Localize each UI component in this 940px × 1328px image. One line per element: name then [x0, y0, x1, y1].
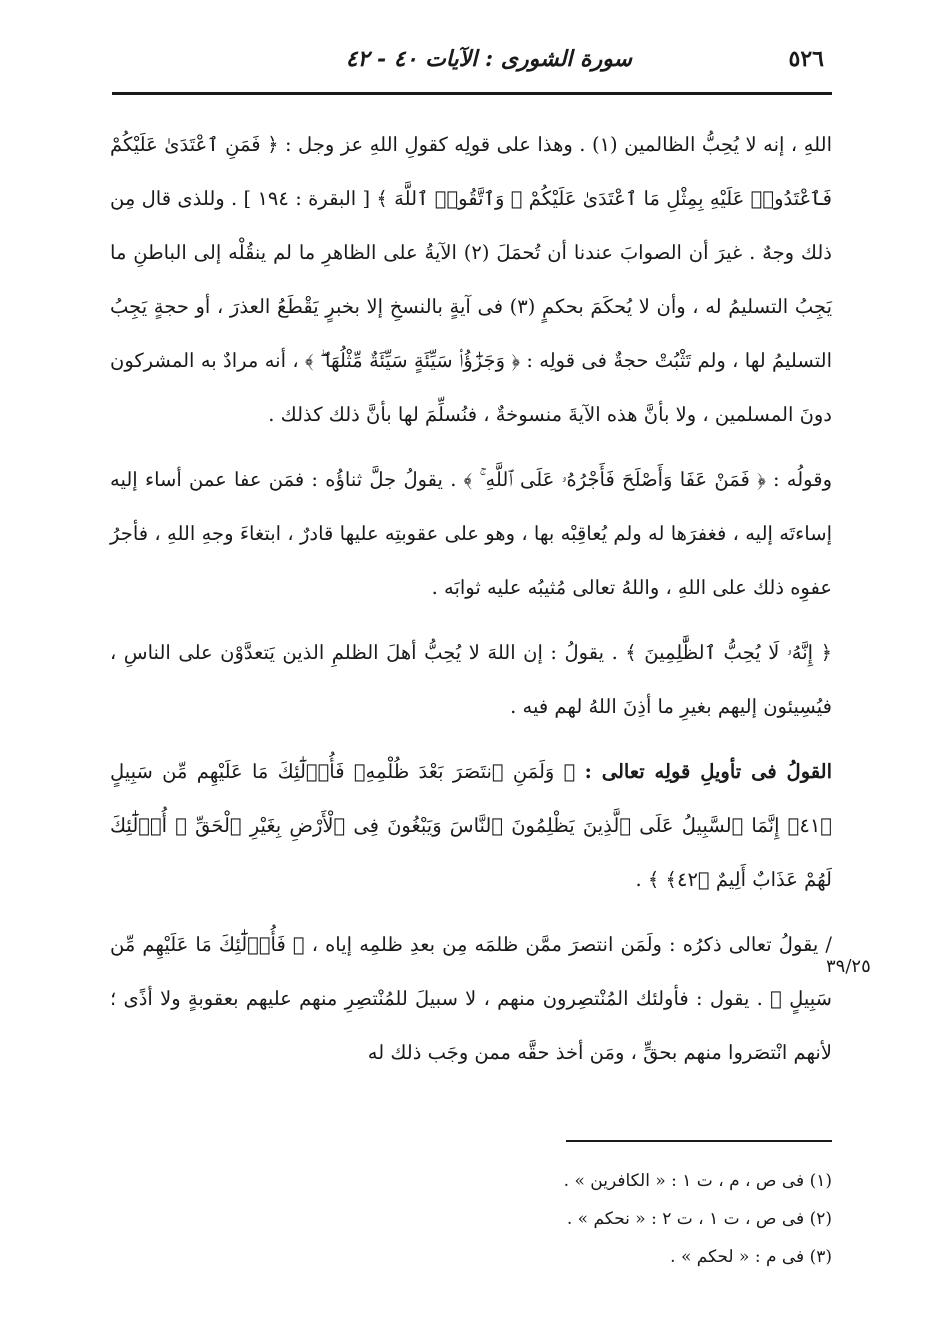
section-heading: القولُ فى تأويلِ قولِه تعالى :: [584, 760, 833, 783]
footnote-3: (٣) فى م : « لحكم » .: [670, 1247, 832, 1267]
footnote-1: (١) فى ص ، م ، ت ١ : « الكافرين » .: [563, 1171, 832, 1191]
page-header: [112, 40, 832, 96]
paragraph-1: اللهِ ، إنه لا يُحِبُّ الظالمين (١) . وهذا على قولِه كقولِ اللهِ عز وجل : ﴿ فَمَنِ ٱعْتَدَىٰ عَلَيْكُمْ فَٱعْتَدُوا۟ عَلَيْهِ بِمِثْلِ مَا ٱعْتَدَىٰ عَلَيْكُمْ ۚ وَٱتَّقُوا۟ ٱللَّهَ ﴾ [ البقرة : ١٩٤ ] . وللذى قال مِن ذلك وجهٌ . غيرَ أن الصوابَ عندنا أن تُحمَلَ (٢) الآيةُ على الظاهرِ ما لم ينقُلْه إلى الباطنِ ما يَجِبُ التسليمُ له ، وأن لا يُحكَمَ بحكمٍ (٣) فى آيةٍ بالنسخِ إلا بخبرٍ يَقْطَعُ العذرَ ، أو حجةٍ يَجِبُ التسليمُ لها ، ولم تَثْبُتْ حجةٌ فى قولِه : ﴿ وَجَزَٰٓؤُا۟ سَيِّئَةٍ سَيِّئَةٌ مِّثْلُهَا ۖ ﴾ ، أنه مرادٌ به المشركون دونَ المسلمين ، ولا بأنَّ هذه الآيةَ منسوخةٌ ، فنُسلِّمَ لها بأنَّ ذلك كذلك .: [110, 133, 832, 426]
marginal-reference: ٣٩/٢٥: [826, 956, 871, 977]
footnote-2: (٢) فى ص ، ت ١ ، ت ٢ : « نحكم » .: [566, 1209, 832, 1229]
page-number: ٥٢٦: [788, 46, 824, 72]
paragraph-3: ﴿ إِنَّهُۥ لَا يُحِبُّ ٱلظَّٰلِمِينَ ﴾ . يقولُ : إن اللهَ لا يُحِبُّ أهلَ الظلمِ الذين يَتعدَّوْن على الناسِ ، فيُسِيئون إليهم بغيرِ ما أذِنَ اللهُ لهم فيه .: [110, 641, 832, 718]
footnote-rule: [566, 1140, 832, 1142]
quran-verse-quote: ﴿ وَلَمَنِ ٱنتَصَرَ بَعْدَ ظُلْمِهِۦ فَأُو۟لَٰٓئِكَ مَا عَلَيْهِم مِّن سَبِيلٍ ﴿٤١﴾ إِنَّمَا ٱلسَّبِيلُ عَلَى ٱلَّذِينَ يَظْلِمُونَ ٱلنَّاسَ وَيَبْغُونَ فِى ٱلْأَرْضِ بِغَيْرِ ٱلْحَقِّ ۚ أُو۟لَٰٓئِكَ لَهُمْ عَذَابٌ أَلِيمٌ ﴿٤٢﴾ ﴾ .: [110, 760, 832, 891]
heading-paragraph: [110, 745, 832, 907]
paragraph-4: / يقولُ تعالى ذكرُه : ولَمَن انتصرَ ممَّن ظلمَه مِن بعدِ ظلمِه إياه ، ﴿ فَأُو۟لَٰٓئِكَ مَا عَلَيْهِم مِّن سَبِيلٍ ﴾ . يقول : فأولئك المُنْتصِرون منهم ، لا سبيلَ للمُنْتصِرِ منهم عليهم بعقوبةٍ ولا أذًى ؛ لأنهم انْتصَروا منهم بحقٍّ ، ومَن أخذ حقَّه ممن وجَب ذلك له: [110, 933, 832, 1064]
running-title: سورة الشورى : الآيات ٤٠ - ٤٢: [345, 46, 632, 72]
footnotes: [410, 1162, 832, 1276]
header-rule: [112, 92, 832, 95]
body-text: [110, 118, 832, 1091]
paragraph-2: وقولُه : ﴿ فَمَنْ عَفَا وَأَصْلَحَ فَأَجْرُهُۥ عَلَى ٱللَّهِ ۚ ﴾ . يقولُ جلَّ ثناؤُه : فمَن عفا عمن أساء إليه إساءتَه إليه ، فغفرَها له ولم يُعاقِبْه بها ، وهو على عقوبتِه عليها قادرٌ ، ابتغاءَ وجهِ اللهِ ، فأجرُ عفوِه ذلك على اللهِ ، واللهُ تعالى مُثيبُه عليه ثوابَه .: [110, 468, 832, 599]
